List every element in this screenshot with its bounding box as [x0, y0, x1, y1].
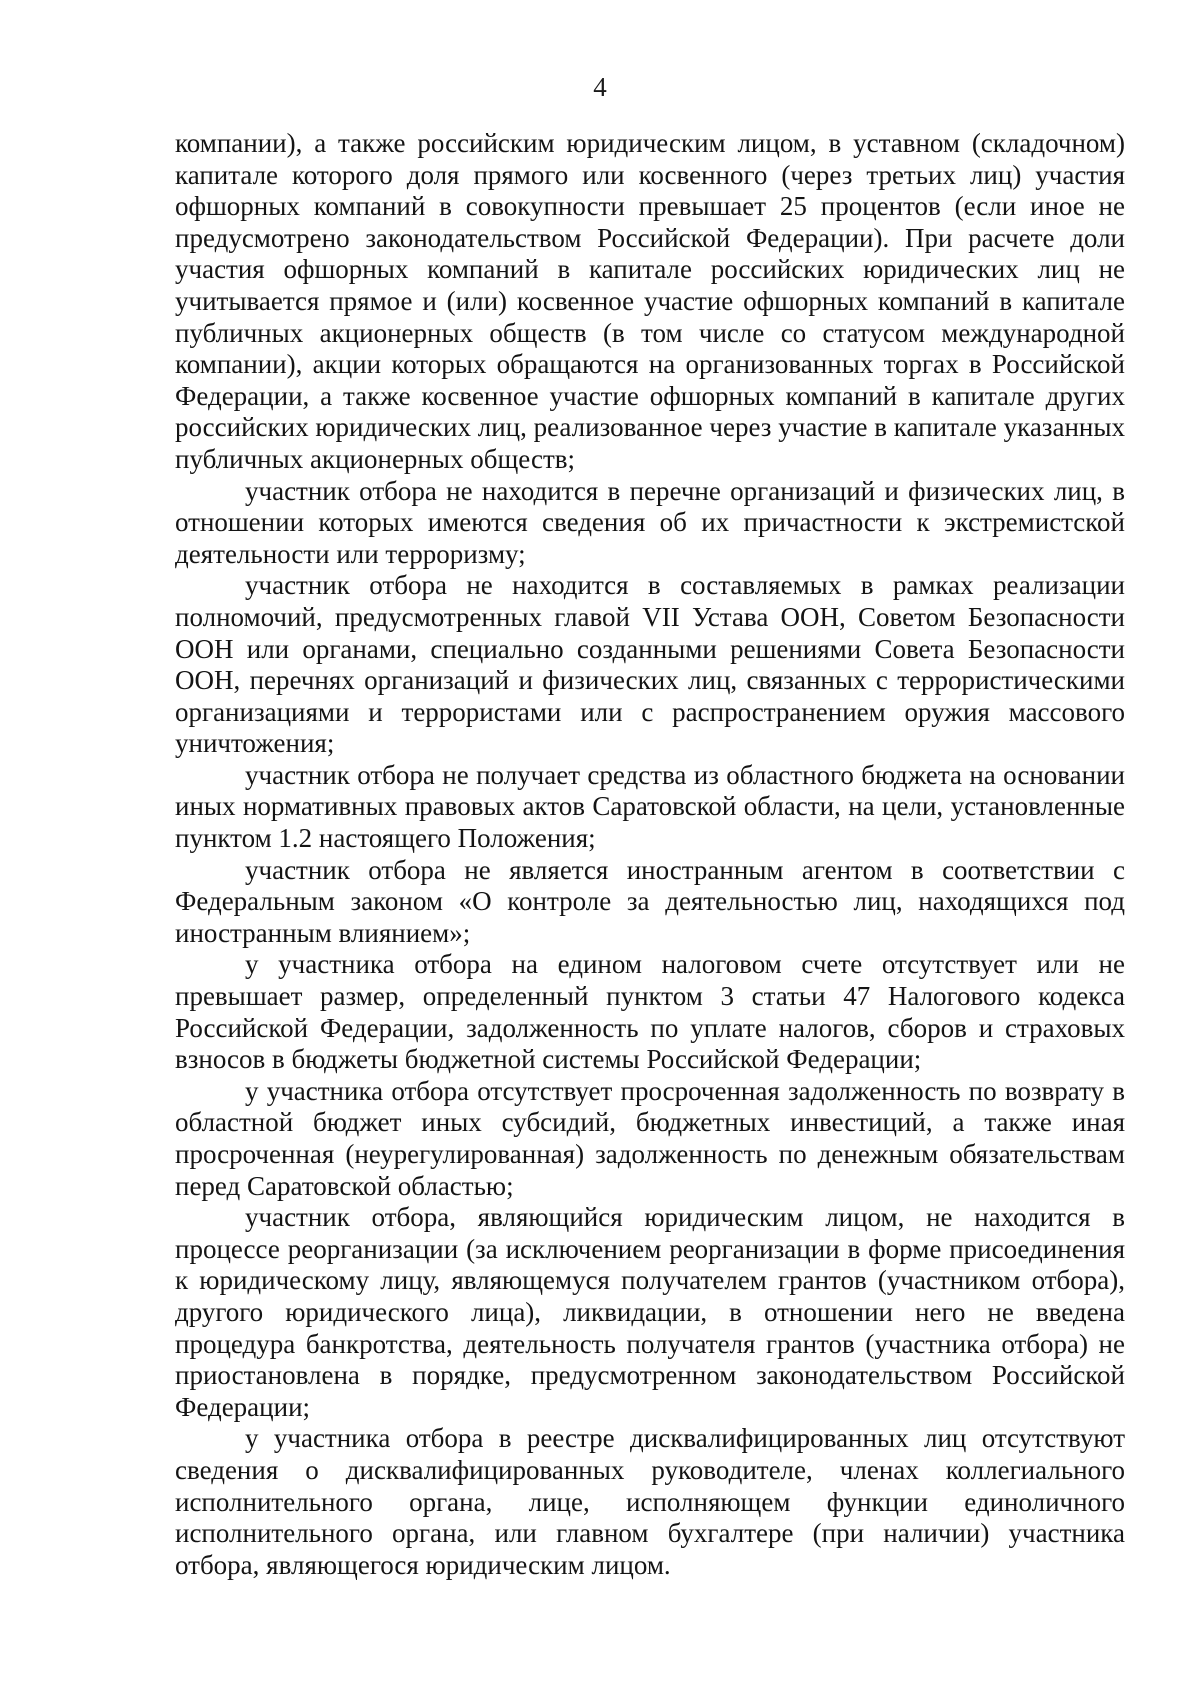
document-body — [175, 128, 1125, 1581]
paragraph-reorganization: участник отбора, являющийся юридическим лицом, не находится в процессе реорганизации (за исключением реорганизации в форме присоединения к юридическому лицу, являющемуся получателем грантов (участником отбора), другого юридического лица), ликвидации, в отношении него не введена процедура банкротства, деятельность получателя грантов (участника отбора) не приостановлена в порядке, предусмотренном законодательством Российской Федерации; — [175, 1202, 1125, 1422]
paragraph-disqualified-persons: у участника отбора в реестре дисквалифицированных лиц отсутствуют сведения о дисквалифицированных руководителе, членах коллегиального исполнительного органа, лице, исполняющем функции единоличного исполнительного органа, или главном бухгалтере (при наличии) участника отбора, являющегося юридическим лицом. — [175, 1423, 1125, 1580]
paragraph-offshore-continuation: компании), а также российским юридическим лицом, в уставном (складочном) капитале которого доля прямого или косвенного (через третьих лиц) участия офшорных компаний в совокупности превышает 25 процентов (если иное не предусмотрено законодательством Российской Федерации). При расчете доли участия офшорных компаний в капитале российских юридических лиц не учитывается прямое и (или) косвенное участие офшорных компаний в капитале публичных акционерных обществ (в том числе со статусом международной компании), акции которых обращаются на организованных торгах в Российской Федерации, а также косвенное участие офшорных компаний в капитале других российских юридических лиц, реализованное через участие в капитале указанных публичных акционерных обществ; — [175, 128, 1125, 474]
paragraph-overdue-debt: у участника отбора отсутствует просроченная задолженность по возврату в областной бюджет иных субсидий, бюджетных инвестиций, а также иная просроченная (неурегулированная) задолженность по денежным обязательствам перед Саратовской областью; — [175, 1075, 1125, 1201]
paragraph-un-lists: участник отбора не находится в составляемых в рамках реализации полномочий, предусмотренных главой VII Устава ООН, Советом Безопасности ООН или органами, специально созданными решениями Совета Безопасности ООН, перечнях организаций и физических лиц, связанных с террористическими организациями и террористами или с распространением оружия массового уничтожения; — [175, 570, 1125, 759]
paragraph-foreign-agent: участник отбора не является иностранным агентом в соответствии с Федеральным законом «О контроле за деятельностью лиц, находящихся под иностранным влиянием»; — [175, 854, 1125, 948]
paragraph-tax-debt: у участника отбора на едином налоговом счете отсутствует или не превышает размер, определенный пунктом 3 статьи 47 Налогового кодекса Российской Федерации, задолженность по уплате налогов, сборов и страховых взносов в бюджеты бюджетной системы Российской Федерации; — [175, 949, 1125, 1075]
paragraph-regional-budget: участник отбора не получает средства из областного бюджета на основании иных нормативных правовых актов Саратовской области, на цели, установленные пунктом 1.2 настоящего Положения; — [175, 759, 1125, 854]
paragraph-extremism: участник отбора не находится в перечне организаций и физических лиц, в отношении которых имеются сведения об их причастности к экстремистской деятельности или терроризму; — [175, 475, 1125, 569]
page-number: 4 — [593, 72, 607, 102]
